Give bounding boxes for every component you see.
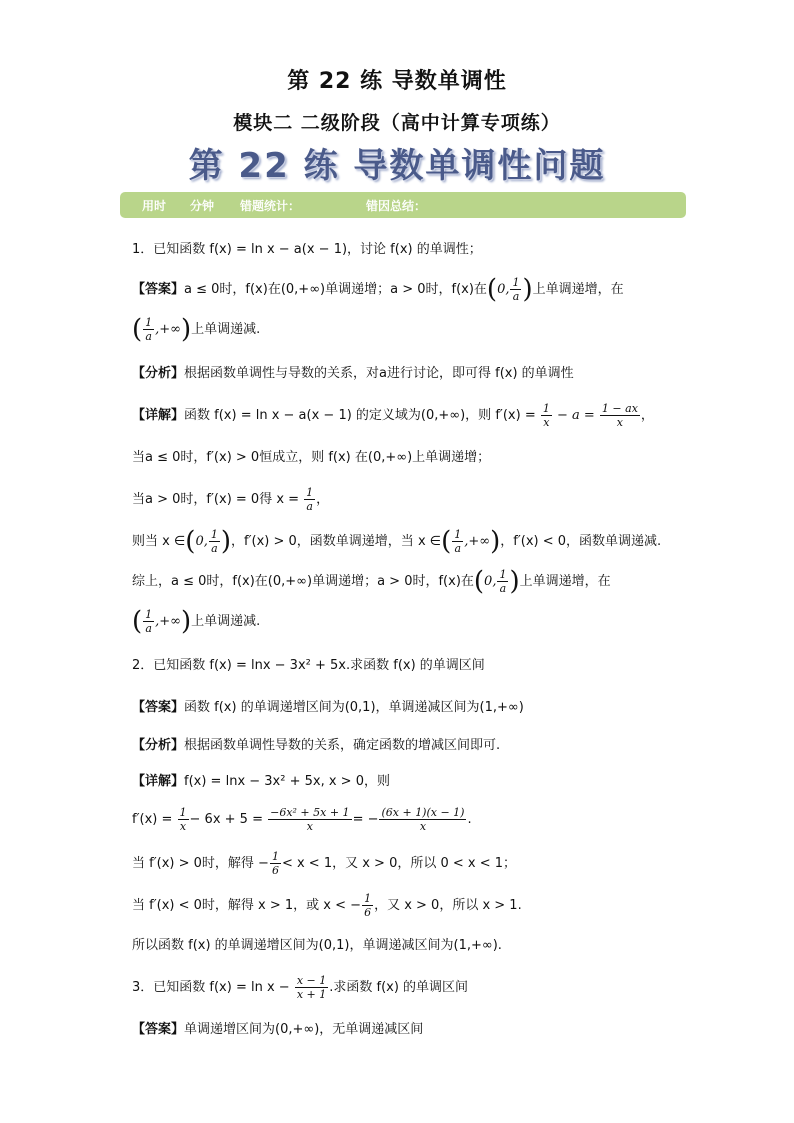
q1-summary-c: 上单调递减. xyxy=(191,614,261,629)
q2-analysis xyxy=(132,734,500,753)
q2-detail-d2: ，又 x > 0，所以 x > 1. xyxy=(374,898,522,913)
q3-answer-text: 单调递增区间为(0,+∞)，无单调递减区间 xyxy=(184,1022,424,1037)
numerator: 1 xyxy=(210,528,218,541)
fraction-1-over-6 xyxy=(270,850,281,877)
denominator: 6 xyxy=(271,864,279,877)
lparen: ( xyxy=(132,314,143,345)
q1-detail-a: 函数 f(x) = ln x − a(x − 1) 的定义域为(0,+∞)，则 f′(x) = xyxy=(184,408,540,423)
numerator: 1 xyxy=(179,806,187,819)
fraction-1-over-x xyxy=(178,806,189,833)
q2-detail-b3: = − xyxy=(352,812,379,827)
q2-detail-c1: 当 f′(x) > 0时，解得 − xyxy=(132,856,269,871)
zero-comma: 0, xyxy=(484,574,497,589)
q2-detail-d1: 当 f′(x) < 0时，解得 x > 1，或 x < − xyxy=(132,898,362,913)
numerator: 1 − ax xyxy=(601,402,638,415)
numerator: 1 xyxy=(145,608,153,621)
q1-summary-line-2 xyxy=(132,608,260,635)
q3-text-b: .求函数 f(x) 的单调区间 xyxy=(329,980,469,995)
comma: ， xyxy=(640,408,654,423)
rparen: ) xyxy=(220,526,232,557)
q1-detail-1 xyxy=(132,402,654,429)
lparen: ( xyxy=(185,526,196,557)
denominator: a xyxy=(454,542,462,555)
analysis-label: 【分析】 xyxy=(132,366,185,381)
page-subtitle: 模块二 二级阶段（高中计算专项练） xyxy=(233,112,561,134)
q2-detail-4 xyxy=(132,892,522,919)
denominator: a xyxy=(211,542,218,555)
rparen: ) xyxy=(181,606,192,637)
question-2: 2．已知函数 f(x) = lnx − 3x² + 5x.求函数 f(x) 的单调区间 xyxy=(132,658,485,673)
numerator: 1 xyxy=(364,892,372,905)
q1-detail-d1: 则当 x ∈ xyxy=(132,534,186,549)
lparen: ( xyxy=(486,274,498,305)
numerator: 1 xyxy=(145,316,153,329)
q2-detail-5: 所以函数 f(x) 的单调递增区间为(0,1)，单调递减区间为(1,+∞). xyxy=(132,938,502,953)
denominator: a xyxy=(499,582,507,595)
zero-comma: 0, xyxy=(497,282,510,297)
q1-detail-d2: ，f′(x) > 0，函数单调递增，当 x ∈ xyxy=(231,534,442,549)
lparen: ( xyxy=(473,566,485,597)
banner-title: 第 22 练 导数单调性问题 xyxy=(188,146,606,186)
rparen: ) xyxy=(490,526,501,557)
numerator: 1 xyxy=(512,276,520,289)
denominator: x xyxy=(306,820,313,833)
q2-detail-c2: < x < 1，又 x > 0，所以 0 < x < 1； xyxy=(281,856,517,871)
comma-inf: ,+∞ xyxy=(155,322,182,337)
denominator: a xyxy=(145,622,152,635)
fraction-1-over-x xyxy=(541,402,552,429)
numerator: −6x² + 5x + 1 xyxy=(270,806,350,819)
numerator: 1 xyxy=(271,850,279,863)
q1-answer-a: a ≤ 0时，f(x)在(0,+∞)单调递增；a > 0时，f(x)在 xyxy=(184,282,487,297)
q2-detail-a: f(x) = lnx − 3x² + 5x, x > 0，则 xyxy=(184,774,390,789)
analysis-label: 【分析】 xyxy=(132,738,185,753)
error-count-label: 错题统计： xyxy=(240,199,301,213)
fraction-1-over-a xyxy=(497,568,508,595)
comma-inf: ,+∞ xyxy=(464,534,491,549)
numerator: 1 xyxy=(499,568,507,581)
denominator: a xyxy=(145,330,152,343)
q1-summary-a: 综上，a ≤ 0时，f(x)在(0,+∞)单调递增；a > 0时，f(x)在 xyxy=(132,574,474,589)
q2-detail-b2: − 6x + 5 = xyxy=(189,812,268,827)
fraction-1-over-a xyxy=(510,276,521,303)
fraction-1-over-a xyxy=(209,528,220,555)
fraction-1-over-6 xyxy=(362,892,373,919)
time-label: 用时 xyxy=(142,199,167,213)
zero-comma: 0, xyxy=(195,534,208,549)
denominator: x xyxy=(616,416,624,429)
q1-answer-b: 上单调递增，在 xyxy=(532,282,624,297)
lparen: ( xyxy=(441,526,452,557)
denominator: x xyxy=(179,820,187,833)
fraction-1-over-a xyxy=(143,608,154,635)
answer-label: 【答案】 xyxy=(132,282,185,297)
fraction-1-over-a xyxy=(304,486,315,513)
q1-summary-b: 上单调递增，在 xyxy=(519,574,611,589)
question-1: 1．已知函数 f(x) = ln x − a(x − 1)，讨论 f(x) 的单调性； xyxy=(132,242,482,257)
q1-analysis xyxy=(132,362,574,381)
q2-detail-3 xyxy=(132,850,516,877)
q3-text-a: 3．已知函数 f(x) = ln x − xyxy=(132,980,294,995)
q1-summary-line xyxy=(132,568,611,595)
answer-label: 【答案】 xyxy=(132,1022,185,1037)
fraction-x-minus-1-over-x-plus-1 xyxy=(295,974,328,1001)
q2-detail-b1: f′(x) = xyxy=(132,812,177,827)
numerator: 1 xyxy=(454,528,462,541)
q1-analysis-text: 根据函数单调性与导数的关系，对a进行讨论，即可得 f(x) 的单调性 xyxy=(184,366,574,381)
fraction-1-over-a xyxy=(452,528,463,555)
q1-detail-4 xyxy=(132,528,661,555)
q1-answer-line-2 xyxy=(132,316,260,343)
q2-detail-2 xyxy=(132,806,472,833)
denominator: 6 xyxy=(364,906,372,919)
q1-detail-c: 当a > 0时，f′(x) = 0得 x = xyxy=(132,492,304,507)
answer-label: 【答案】 xyxy=(132,700,185,715)
rparen: ) xyxy=(522,274,533,305)
numerator: (6x + 1)(x − 1) xyxy=(381,806,465,819)
q1-detail-d3: ，f′(x) < 0，函数单调递减. xyxy=(500,534,662,549)
q1-detail-2: 当a ≤ 0时，f′(x) > 0恒成立，则 f(x) 在(0,+∞)上单调递增； xyxy=(132,450,491,465)
numerator: 1 xyxy=(542,402,550,415)
fraction-poly-over-x xyxy=(268,806,351,833)
q1-answer-c: 上单调递减. xyxy=(191,322,261,337)
stats-bar xyxy=(120,192,686,218)
question-3 xyxy=(132,974,468,1001)
rparen: ) xyxy=(509,566,520,597)
dot: . xyxy=(467,812,472,827)
error-reason-label: 错因总结： xyxy=(366,199,427,213)
fraction-factored-over-x xyxy=(379,806,466,833)
q2-answer-text: 函数 f(x) 的单调递增区间为(0,1)，单调递减区间为(1,+∞) xyxy=(184,700,524,715)
denominator: a xyxy=(306,500,313,513)
q1-detail-3 xyxy=(132,486,329,513)
comma-inf: ,+∞ xyxy=(155,614,182,629)
denominator: x + 1 xyxy=(296,988,327,1001)
q2-analysis-text: 根据函数单调性导数的关系，确定函数的增减区间即可. xyxy=(184,738,501,753)
detail-label: 【详解】 xyxy=(132,408,185,423)
q3-answer xyxy=(132,1018,423,1037)
fraction-1-over-a xyxy=(143,316,154,343)
fraction-1-minus-ax-over-x xyxy=(600,402,640,429)
q1-answer-line xyxy=(132,276,624,303)
denominator: x xyxy=(543,416,550,429)
comma: ， xyxy=(316,492,330,507)
denominator: x xyxy=(419,820,427,833)
q2-answer xyxy=(132,696,524,715)
q2-detail-1 xyxy=(132,770,390,789)
page-title: 第 22 练 导数单调性 xyxy=(287,69,507,94)
denominator: a xyxy=(512,290,520,303)
lparen: ( xyxy=(132,606,143,637)
minus-a: − a = xyxy=(552,408,599,423)
numerator: 1 xyxy=(306,486,314,499)
detail-label: 【详解】 xyxy=(132,774,185,789)
minutes-label: 分钟 xyxy=(190,199,215,213)
rparen: ) xyxy=(181,314,192,345)
numerator: x − 1 xyxy=(296,974,327,987)
